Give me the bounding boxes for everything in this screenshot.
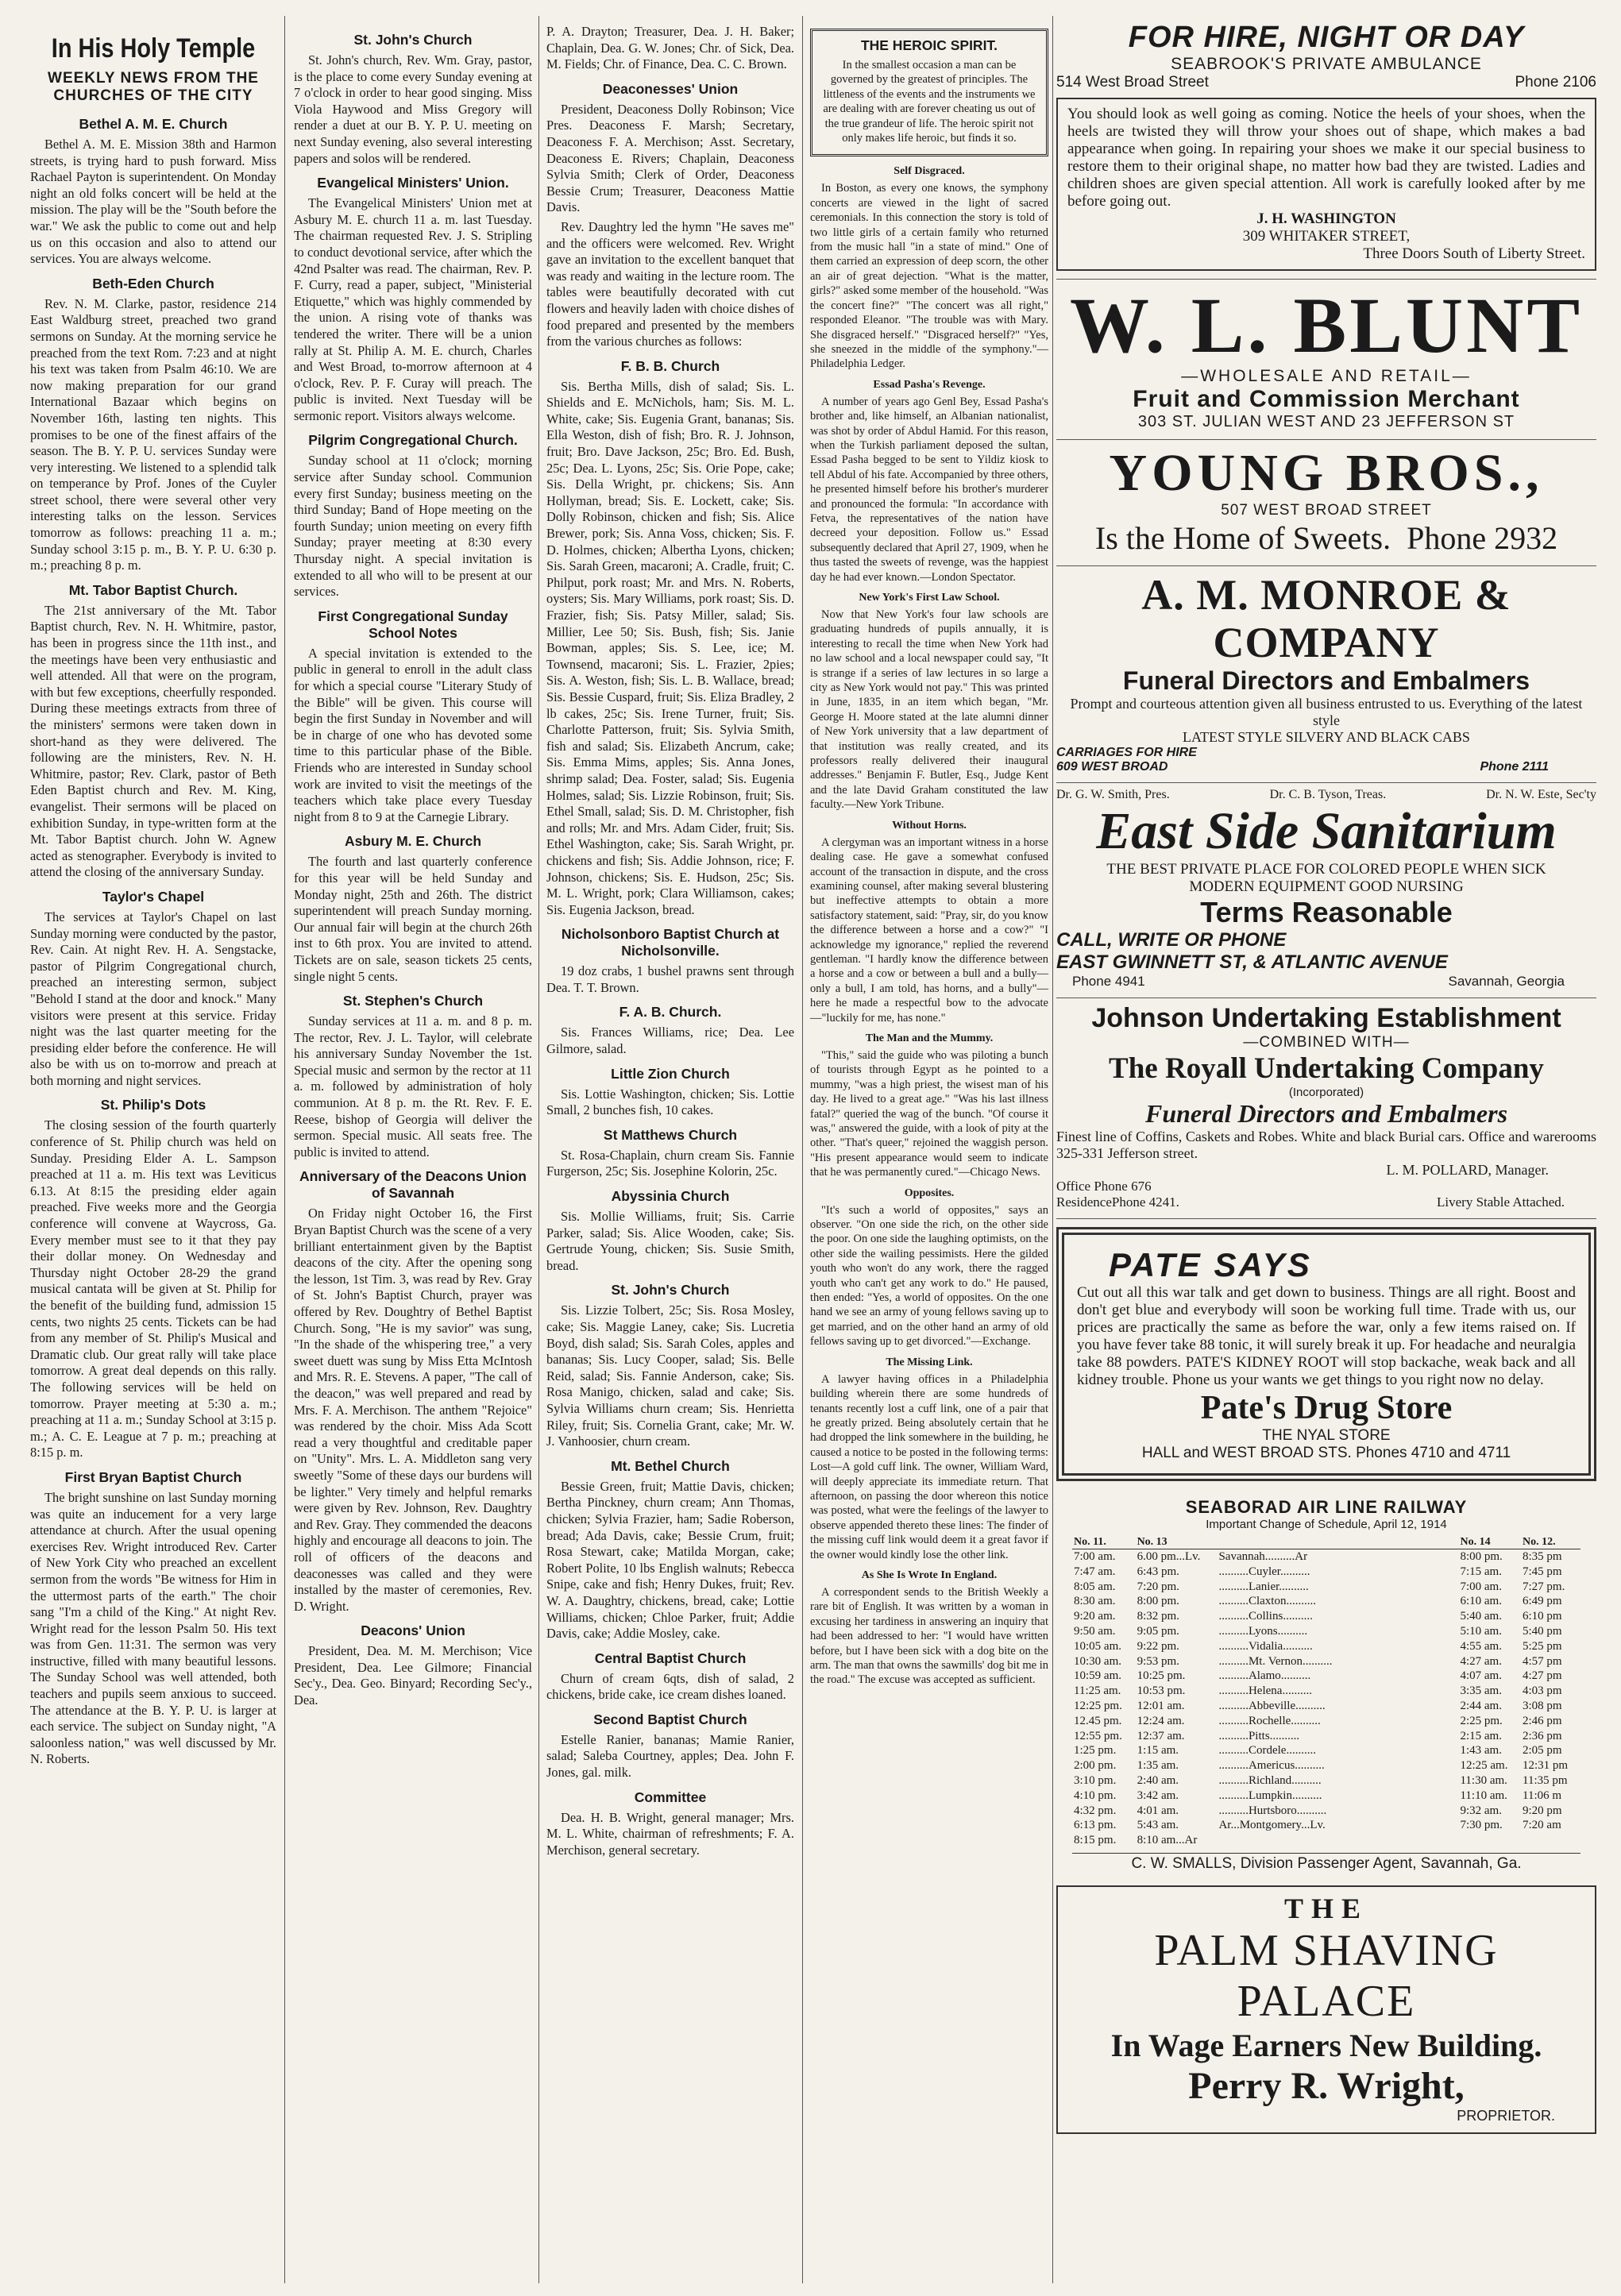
schedule-cell: 11:35 pm: [1523, 1773, 1568, 1787]
schedule-cell: 6:10 am.: [1460, 1595, 1502, 1608]
ad-line: THE BEST PRIVATE PLACE FOR COLORED PEOPLE WHEN SICK: [1106, 861, 1546, 878]
ad-name: PALM SHAVING PALACE: [1154, 1925, 1499, 2026]
article-body: Sis. Lizzie Tolbert, 25c; Sis. Rosa Mosley, cake; Sis. Maggie Laney, cake; Sis. Lucretia Boyd, dish salad; Sis. Sarah Coles, apples and bananas; Sis. Lucy Cooper, salad; Sis. Belle Reid, salad; Sis. Fannie Anderson, cake; Sis. Rosa Manigo, chicken, salad and cake; Sis. Sylvia Williams churn cream; Sis. Henrietta Riley, fruit; Sis. Cornelia Grant, cake; Mr. W. J. Vanhoosier, churn cream.: [546, 1302, 794, 1449]
article-body: In Boston, as every one knows, the symphony concerts are viewed in the light of sacred ceremonials. In this connection the story is told of two little girls of a certain family who returned from the music hall "in a state of mind." One of them carried an expression of deep scorn, the other an air of great dejection. "What is the matter, girls?" asked some member of the household. "Was the concert fine?" "The concert was all right," responded Eleanor. "The trouble was with Mary. She disgraced herself." "Disgraced herself?" "Yes, she sneezed in the middle of the symphony."—Philadelphia Ledger.: [810, 182, 1048, 371]
schedule-cell: 11:30 am.: [1460, 1773, 1507, 1787]
article-heading: F. A. B. Church.: [619, 1004, 722, 1021]
schedule-cell: 12:25 pm.: [1074, 1699, 1122, 1712]
article-body: Sunday school at 11 o'clock; morning service after Sunday school. Communion every first Sunday; business meeting on the third Sunday; Band of Hope meeting on the fourth Sunday; union meeting on every fifth Sunday; prayer meeting at 8:30 every Thursday night. A special invitation is extended to all who will to be present at our services.: [294, 453, 532, 600]
article-heading: St. Philip's Dots: [100, 1097, 206, 1113]
article-body: Rev. N. M. Clarke, pastor, residence 214 East Waldburg street, preached two grand sermons on Sunday. At the morning service he preached from the text Rom. 7:23 and at night his text was taken from Psalm 46:10. We are now making preparation for our grand International Bazaar which begins on November 16th, lasting ten nights. This promises to be one of the finest affairs of the season. The B. Y. P. U. services Sunday were very interesting. We listened to a splendid talk on temperance by Prof. Jones of the Cuyler street school, there were several other very interesting talks on the lesson. Services tomorrow as follows: preaching 11 a. m.; Sunday school 3:15 p. m., B. Y. P. U. 6:30 p. m.; preaching 8 p. m.: [30, 295, 276, 573]
ad-line: CARRIAGES FOR HIRE: [1056, 746, 1197, 759]
article-heading: As She Is Wrote In England.: [861, 1569, 998, 1581]
schedule-row: [1072, 1549, 1580, 1565]
sanitarium-ad: [1056, 783, 1596, 998]
article-body: A correspondent sends to the British Weekly a rare bit of English. It was written by a woman in excusing her tardiness in answering an inquiry that had been addressed to her: "I would have written before, but I have been sick with a dog bite on the arm. The man that owns the sawmills' dog bit me in the road." The excuse was accepted as sufficient.: [810, 1585, 1048, 1687]
schedule-row: [1072, 1743, 1580, 1758]
shoe-repair-ad: [1056, 98, 1596, 271]
column-rule: [802, 16, 803, 2283]
subhead: WEEKLY NEWS FROM THE CHURCHES OF THE CITY: [48, 70, 259, 104]
schedule-cell: 1:15 am.: [1137, 1744, 1179, 1758]
article-body: Bethel A. M. E. Mission 38th and Harmon streets, is trying hard to push forward. Miss Rachael Payton is superintendent. On Monday night an old folks concert will be held at the mission. The play will be the "South before the war." We ask the public to come out and help us on this occasion and also to attend our services. You are always welcome.: [30, 137, 276, 267]
lead-paragraph: P. A. Drayton; Treasurer, Dea. J. H. Baker; Chaplain, Dea. G. W. Jones; Chr. of Sick, Dea. M. Fields; Chr. of Finance, Dea. C. C. Brown.: [546, 24, 794, 72]
schedule-cell: 6:43 pm.: [1137, 1565, 1179, 1578]
schedule-cell: ..........Mt. Vernon..........: [1218, 1654, 1333, 1668]
article-body: The 21st anniversary of the Mt. Tabor Baptist church, Rev. N. H. Whitmire, pastor, has been in progress since the 11th inst., and the meetings have been very enthusiastic and well attended. All that were on the program, with but few exceptions, cheerfully responded. During these meetings extracts from three of the ministers' sermons were taken down in short-hand as they were delivered. The following are the ministers, Rev. N. H. Whitmire, pastor; Rev. Clark, pastor of Beth Eden Baptist church and Rev. M. King, evangelist. Their sermons will be placed on exhibition Sunday, in type-written form at the Mt. Tabor Baptist church. John W. Agnew acted as stenographer. Everybody is invited to attend the closing of the anniversary Sunday.: [30, 602, 276, 880]
schedule-cell: 7:00 am.: [1460, 1580, 1502, 1593]
ad-name: Johnson Undertaking Establishment: [1091, 1003, 1561, 1033]
schedule-cell: ..........Abbeville..........: [1218, 1699, 1326, 1712]
schedule-cell: ..........Lyons..........: [1218, 1624, 1308, 1638]
schedule-cell: ..........Vidalia..........: [1218, 1639, 1313, 1653]
article-heading: St. John's Church: [611, 1282, 730, 1298]
schedule-cell: 2:05 pm: [1523, 1744, 1562, 1758]
palm-shaving-ad: [1056, 1885, 1596, 2134]
schedule-row: [1072, 1684, 1580, 1699]
schedule-cell: 7:47 am.: [1074, 1565, 1116, 1578]
pate-drug-ad: [1056, 1227, 1596, 1481]
schedule-cell: 5:40 pm: [1523, 1624, 1562, 1638]
article-heading: St. John's Church: [353, 32, 473, 48]
ad-address: 303 ST. JULIAN WEST AND 23 JEFFERSON ST: [1137, 413, 1515, 430]
schedule-cell: 2:46 pm: [1523, 1714, 1562, 1727]
schedule-row: [1072, 1833, 1580, 1848]
article-heading: First Bryan Baptist Church: [64, 1468, 242, 1485]
article-heading: Abyssinia Church: [611, 1188, 730, 1205]
ad-line: The Royall Undertaking Company: [1109, 1052, 1544, 1085]
railway-schedule-ad: [1056, 1489, 1596, 1881]
schedule-cell: ..........Hurtsboro..........: [1218, 1804, 1327, 1817]
article-body: A special invitation is extended to the public in general to enroll in the adult class for which a special course "Literary Study of the Bible" will be given. This course will begin the first Sunday in November and will be in charge of one who has devoted some time to this particular phase of the Bible. Friends who are interested in Sunday school work are invited to visit the meetings of the teachers which take place every Tuesday night from 8 to 9 at the Carnegie Library.: [294, 645, 532, 824]
ad-line: Livery Stable Attached.: [1437, 1194, 1565, 1210]
schedule-cell: 6:10 pm: [1523, 1610, 1562, 1623]
article-body: The closing session of the fourth quarterly conference of St. Philip church was held on Sunday. Presiding Elder A. L. Sampson preached at 11 a. m. His text was Leviticus 6.13. At 8:15 the presiding elder again preached. Five weeks more and the Georgia conference will convene at Waycross, Ga. Every member must see to it that they pay their dollar money. On Wednesday and Thursday night October 28-29 the grand musical cantata will be given at St. Philip for the benefit of the building fund, admission 15 cents, two nights 25 cents. Tickets can be had from any member of St. Philip's Musical and Dramatic club. Our great rally will take place tomorrow. A great deal depends on this rally. The following services will be held on tomorrow. Prayer meeting at 5:30 a. m.; preaching at 11 a. m.; Sunday School at 3:15 p. m.; A. C. E. League at 7 p. m.; preaching at 8:15 p. m.: [30, 1117, 276, 1461]
ad-name: East Side Sanitarium: [1096, 802, 1557, 860]
heroic-spirit-box: [810, 29, 1048, 156]
column-4: [810, 24, 1048, 1690]
article-body: St. Rosa-Chaplain, churn cream Sis. Fannie Furgerson, 25c; Sis. Josephine Kolorin, 25c.: [546, 1147, 794, 1179]
ad-line: —WHOLESALE AND RETAIL—: [1181, 367, 1472, 385]
schedule-cell: 4:27 pm: [1523, 1669, 1562, 1683]
heroic-text: In the smallest occasion a man can be governed by the greatest of principles. The littleness of the events and the instruments we are dealing with are forever cheating us out of the true grandeur of life. The heroic spirit not only makes life heroic, but finds it so.: [823, 59, 1036, 145]
article-heading: Deaconesses' Union: [602, 80, 739, 97]
schedule-cell: 4:01 am.: [1137, 1804, 1179, 1817]
ad-line: Funeral Directors and Embalmers: [1122, 666, 1530, 695]
column-rule: [284, 16, 285, 2283]
schedule-cell: 9:05 pm.: [1137, 1624, 1179, 1638]
schedule-cell: 5:40 am.: [1460, 1610, 1502, 1623]
column-rule: [538, 16, 539, 2283]
schedule-cell: 6.00 pm...Lv.: [1137, 1550, 1201, 1563]
ad-line: MODERN EQUIPMENT GOOD NURSING: [1189, 878, 1464, 895]
article-body: The bright sunshine on last Sunday morning was quite an inducement for a very large attendance at church. After the usual opening exercises Rev. Wright introduced Rev. Carter of New York City who preached an excellent sermon from the words "Be witness for Him in the uttermost parts of the earth." The choir sang "I'm a child of the King." At night Rev. Wright read for the lesson Psalm 50. His text was from Gen. 11:31. The sermon was very instructive, filled with many beautiful lessons. The Sunday School was well attended, both teachers and pupils seem anxious to succeed. The attendance at the B. Y. P. U. is larger at each service. The subject on Sunday night, "A saloonless nation," was well discussed by Mr. N. Roberts.: [30, 1489, 276, 1767]
schedule-cell: 9:20 pm: [1523, 1804, 1562, 1817]
schedule-cell: 12:37 am.: [1137, 1729, 1185, 1742]
schedule-cell: 4:57 pm: [1523, 1654, 1562, 1668]
ad-title: PATE SAYS: [1109, 1246, 1312, 1283]
ad-agent: C. W. SMALLS, Division Passenger Agent, Savannah, Ga.: [1072, 1853, 1580, 1873]
schedule-cell: 2:00 pm.: [1074, 1759, 1117, 1773]
ad-tagline: Is the Home of Sweets.: [1094, 520, 1391, 556]
schedule-cell: 2:40 am.: [1137, 1773, 1179, 1787]
schedule-cell: ..........Helena..........: [1218, 1684, 1312, 1698]
article-heading: New York's First Law School.: [859, 592, 1000, 604]
schedule-cell: 6:49 pm: [1523, 1595, 1562, 1608]
schedule-row: [1072, 1639, 1580, 1654]
article-heading: Pilgrim Congregational Church.: [308, 432, 518, 449]
schedule-cell: 8:10 am...Ar: [1137, 1834, 1198, 1847]
ad-subtitle: Important Change of Schedule, April 12, 1914: [1206, 1518, 1447, 1531]
schedule-header: No. 11.: [1072, 1536, 1136, 1549]
article-body: Sis. Lottie Washington, chicken; Sis. Lottie Small, 2 bunches fish, 10 cakes.: [546, 1086, 794, 1118]
column-2-articles: [294, 32, 532, 1709]
article-heading: Self Disgraced.: [893, 165, 965, 178]
schedule-cell: ..........Lanier..........: [1218, 1580, 1309, 1593]
schedule-row: [1072, 1758, 1580, 1773]
ad-phone: Phone 2111: [1480, 760, 1549, 774]
ad-text: You should look as well going as coming. Notice the heels of your shoes, when the heels are twisted they will throw your shoes out of shape, which makes a bad appearance when going. In repairing your shoes we make it our special business to restore them to their original shape, no matter how bad they are twisted. Ladies and children shoes are given special attention. All work is carefully looked after by me before going out.: [1067, 106, 1585, 210]
schedule-cell: 3:35 am.: [1460, 1684, 1502, 1698]
schedule-cell: 8:30 am.: [1074, 1595, 1116, 1608]
schedule-cell: 7:27 pm.: [1523, 1580, 1565, 1593]
article-heading: Evangelical Ministers' Union.: [317, 175, 509, 191]
schedule-cell: ..........Claxton..........: [1218, 1595, 1316, 1608]
schedule-header: No. 14: [1458, 1536, 1521, 1549]
schedule-cell: ..........Collins..........: [1218, 1610, 1313, 1623]
schedule-cell: 2:15 am.: [1460, 1729, 1502, 1742]
ad-location: Three Doors South of Liberty Street.: [1363, 245, 1585, 262]
blunt-ad: [1056, 280, 1596, 440]
schedule-cell: ..........Richland..........: [1218, 1773, 1322, 1787]
article-body: On Friday night October 16, the First Bryan Baptist Church was the scene of a very brilliant entertainment given by the Baptist deacons of the city. After the opening song the lesson, 1st Tim. 3, was read by Rev. Gray of St. John's Baptist Church, prayer was offered by Rev. Doughtry of Bethel Baptist Church. Song, "He is my savior" was sung, "In the shade of the whispering tree," a very sweet duett was sung by Miss Etta McIntosh and Mrs. R. E. Stevens. A paper, "The call of the deacon," was well prepared and read by Mrs. F. A. Merchison. The anthem "Rejoice" was rendered by the choir. Miss Ada Scott read a very thoughtful and creditable paper on "Unity". Mrs. L. A. Middleton sang very sweetly "Some of these days our burdens will be lighter." Very timely and helpful remarks were given by Rev. Johnson, Rev. Daughtry and Rev. Gray. They commended the deacons highly and encourage all deacons to join. The roll of officers of the deacons and deaconesses was called and they were installed by the master of ceremonies, Rev. D. Wright.: [294, 1206, 532, 1614]
schedule-cell: 3:42 am.: [1137, 1789, 1179, 1802]
ad-president: Dr. G. W. Smith, Pres.: [1056, 788, 1170, 801]
article-body: A number of years ago Genl Bey, Essad Pasha's brother and, like himself, an Albanian nationalist, was shot by order of Abdul Hamid. For this reason, when the Turkish parliament deposed the sultan, Essad Pasha begged to be sent to Yildiz kiosk to tell Abdul of his fate. Accompanied by three others, he presented himself before his brother's murderer and pronounced the formula: "In accordance with Fetva, the representatives of the nation have decreed your deposition. Follow us." Essad subsequently declared that April 27, 1909, when he thus tasted the sweets of revenge, was the happiest day he had ever known.—London Spectator.: [810, 395, 1048, 584]
article-body: Sis. Mollie Williams, fruit; Sis. Carrie Parker, salad; Sis. Alice Wooden, cake; Sis. Gertrude Young, chicken; Sis. Susie Smith, bread.: [546, 1209, 794, 1273]
article-body: Estelle Ranier, bananas; Mamie Ranier, salad; Saleba Courtney, apples; Dea. John F. Jones, gal. milk.: [546, 1731, 794, 1781]
schedule-cell: 3:08 pm: [1523, 1699, 1562, 1712]
schedule-cell: ..........Alamo..........: [1218, 1669, 1311, 1683]
column-rule: [1052, 16, 1053, 2283]
schedule-row: [1072, 1699, 1580, 1714]
schedule-cell: 1:25 pm.: [1074, 1744, 1117, 1758]
article-body: A clergyman was an important witness in a horse dealing case. He gave a somewhat confused account of the transaction in dispute, and the cross examining counsel, after making several blustering but ineffective attempts to obtain a more satisfactory statement, said: "Pray, sir, do you know the difference between a horse and a cow?" "I acknowledge my ignorance," replied the reverend gentleman. "I hardly know the difference between a horse and a cow or between a bull and a bully—only a bull, I am told, has horns, and a bully"—here he made a respectful bow to the advocate—"luckily for me, has none.": [810, 835, 1048, 1025]
ad-manager: L. M. POLLARD, Manager.: [1386, 1162, 1549, 1178]
schedule-cell: 12:24 am.: [1137, 1714, 1185, 1727]
article-body: Bessie Green, fruit; Mattie Davis, chicken; Bertha Pinckney, churn cream; Ann Thomas, chicken; Sylvia Frazier, ham; Sadie Roberson, bread; Ada Davis, cake; Bessie Crum, fruit; Rosa Stewart, cake; Matilda Morgan, cake; Robert Polite, 10 lbs English walnuts; Rebecca Snipe, cake and fish; Henry Dukes, fruit; Rev. W. A. Daughtry, chickens, bread, cake; Lottie Williams, chicken; Chloe Parker, fruit; Addie Davis, cake; Addie Mosley, cake.: [546, 1478, 794, 1642]
article-heading: Deacons' Union: [361, 1623, 465, 1639]
ad-secretary: Dr. N. W. Este, Sec'ty: [1486, 788, 1596, 801]
article-body: President, Deaconess Dolly Robinson; Vice Pres. Deaconess F. Marsh; Secretary, Deaconess F. A. Merchison; Asst. Secretary, Deaconess E. Rivers; Chaplain, Deaconess Sylvia Smith; Clerk of Order, Deaconess Bessie Crum; Treasurer, Deaconess Mattie Davis.: [546, 101, 794, 215]
article-body: Sunday services at 11 a. m. and 8 p. m. The rector, Rev. J. L. Taylor, will celebrate his anniversary Sunday November the 1st. Special music and sermon by the rector at 11 a. m. followed by administration of holy communion. At 8 p. m. the Rt. Rev. F. E. Reese, bishop of Georgia will deliver the sermon. Special music. All seats free. The public is invited to attend.: [294, 1013, 532, 1160]
article-heading: Mt. Bethel Church: [611, 1457, 730, 1474]
article-body: 19 doz crabs, 1 bushel prawns sent through Dea. T. T. Brown.: [546, 963, 794, 995]
schedule-cell: 7:30 pm.: [1460, 1819, 1503, 1832]
article-body: The services at Taylor's Chapel on last Sunday morning were conducted by the pastor, Rev. Cain. At night Rev. H. A. Sengstacke, pastor of Pilgrim Congregational church, preached an interesting sermon, subject "Behold I stand at the door and knock." Many visitors were present at this service. Friday night was the last quarter meeting for the presiding elder before the conference. He will also be with us on to-morrow and preach at both morning and night services.: [30, 909, 276, 1088]
schedule-cell: 11:06 m: [1523, 1789, 1562, 1802]
schedule-cell: 5:25 pm: [1523, 1639, 1562, 1653]
article-heading: Nicholsonboro Baptist Church at Nicholsonville.: [561, 926, 780, 959]
schedule-header: No. 13: [1136, 1536, 1218, 1549]
article-body: Rev. Daughtry led the hymn "He saves me" and the officers were welcomed. Rev. Wright gave an invitation to the excellent banquet that was ready and waiting in the lecture room. The tables were beautifully decorated with cut flowers and heavily laden with choice dishes of food prepared and presented by the members from the various churches as follows:: [546, 218, 794, 349]
schedule-row: [1072, 1789, 1580, 1804]
schedule-row: [1072, 1580, 1580, 1595]
schedule-cell: 10:53 pm.: [1137, 1684, 1186, 1698]
schedule-cell: 10:05 am.: [1074, 1639, 1121, 1653]
article-heading: Bethel A. M. E. Church: [79, 116, 228, 132]
article-body: A lawyer having offices in a Philadelphia building wherein there are some hundreds of tenants recently lost a cuff link, one of a pair that he greatly prized. Being absolutely certain that he had dropped the link somewhere in the building, he caused a notice to be posted in the following terms: Lost—A gold cuff link. The owner, William Ward, will deeply appreciate its immediate return. That afternoon, on passing the door whereon this notice was posted, what were the feelings of the lawyer to observe appended thereto these lines: The finder of the missing cuff link would deem it a great favor if the owner would kindly lose the other link.: [810, 1372, 1048, 1561]
schedule-cell: Savannah..........Ar: [1218, 1550, 1308, 1563]
ad-address: 309 WHITAKER STREET,: [1242, 228, 1411, 245]
schedule-cell: 11:25 am.: [1074, 1684, 1121, 1698]
schedule-cell: ..........Cordele..........: [1218, 1744, 1316, 1758]
article-heading: Mt. Tabor Baptist Church.: [68, 581, 238, 598]
ad-phone: Phone 2932: [1407, 520, 1558, 556]
ad-owner: Perry R. Wright,: [1188, 2064, 1465, 2107]
article-body: The Evangelical Ministers' Union met at Asbury M. E. church 11 a. m. last Tuesday. The chairman requested Rev. J. S. Stripling to conduct devotional service, after which the 42nd Psalter was read. The chairman, Rev. P. F. Curry, read a paper, subject, "Ministerial Etiquette," which was highly commended by the union. A rising vote of thanks was tendered the writer. There will be a union rally at St. Philip A. M. E. church, Charles and West Broad, to-morrow afternoon at 4 o'clock, Rev. P. F. Curay will preach. The public is invited. Next Tuesday will be sermonic report. Visitors always welcome.: [294, 195, 532, 423]
schedule-row: [1072, 1624, 1580, 1639]
schedule-cell: ..........Lumpkin..........: [1218, 1789, 1322, 1802]
ad-city: Savannah, Georgia: [1448, 974, 1565, 989]
article-heading: St Matthews Church: [603, 1126, 738, 1143]
schedule-cell: 11:10 am.: [1460, 1789, 1507, 1802]
schedule-table: [1072, 1536, 1580, 1848]
schedule-cell: 7:20 am: [1523, 1819, 1561, 1832]
ad-line: THE: [1283, 1892, 1369, 1924]
schedule-header: No. 12.: [1521, 1536, 1580, 1549]
article-heading: Asbury M. E. Church: [344, 833, 482, 850]
schedule-cell: 12:01 am.: [1137, 1699, 1185, 1712]
schedule-row: [1072, 1818, 1580, 1833]
ad-name: Pate's Drug Store: [1200, 1390, 1453, 1426]
schedule-header: [1217, 1536, 1458, 1549]
ambulance-ad: [1056, 16, 1596, 280]
schedule-cell: 2:44 am.: [1460, 1699, 1502, 1712]
schedule-cell: 2:25 pm.: [1460, 1714, 1503, 1727]
schedule-cell: 9:50 am.: [1074, 1624, 1116, 1638]
ad-phone: Phone 2106: [1515, 74, 1596, 91]
schedule-cell: [1521, 1833, 1580, 1848]
schedule-row: [1072, 1654, 1580, 1669]
schedule-cell: 9:22 pm.: [1137, 1639, 1179, 1653]
young-bros-ad: [1056, 440, 1596, 566]
ad-title: FOR HIRE, NIGHT OR DAY: [1128, 21, 1525, 54]
ad-phone: Office Phone 676: [1056, 1179, 1152, 1194]
schedule-cell: 10:59 am.: [1074, 1669, 1121, 1683]
ad-line: THE NYAL STORE: [1262, 1427, 1391, 1444]
schedule-cell: 7:45 pm: [1523, 1565, 1562, 1578]
ad-line: Terms Reasonable: [1200, 896, 1453, 928]
column-3: [546, 24, 794, 1862]
schedule-cell: Ar...Montgomery...Lv.: [1218, 1819, 1326, 1832]
schedule-cell: 8:35 pm: [1523, 1550, 1562, 1563]
article-heading: The Missing Link.: [886, 1356, 973, 1368]
ad-name: A. M. MONROE & COMPANY: [1141, 571, 1511, 666]
article-heading: The Man and the Mummy.: [865, 1032, 994, 1044]
ad-line: Fruit and Commission Merchant: [1133, 386, 1520, 412]
schedule-cell: 9:53 pm.: [1137, 1654, 1179, 1668]
article-heading: First Congregational Sunday School Notes: [318, 608, 508, 641]
ad-line: Prompt and courteous attention given all business entrusted to us. Everything of the latest style: [1070, 696, 1583, 728]
column-1-articles: [30, 116, 276, 1768]
ad-line: In Wage Earners New Building.: [1110, 2027, 1542, 2063]
ad-line: —COMBINED WITH—: [1243, 1034, 1410, 1051]
schedule-cell: 1:43 am.: [1460, 1744, 1502, 1758]
ad-address: 514 West Broad Street: [1056, 74, 1209, 91]
schedule-cell: 5:10 am.: [1460, 1624, 1502, 1638]
schedule-cell: [1217, 1833, 1458, 1848]
schedule-cell: 7:00 am.: [1074, 1550, 1116, 1563]
column-3-articles: [546, 81, 794, 1859]
johnson-undertaking-ad: [1056, 998, 1596, 1219]
schedule-cell: ..........Rochelle..........: [1218, 1714, 1321, 1727]
schedule-cell: 8:00 pm.: [1460, 1550, 1503, 1563]
monroe-ad: [1056, 566, 1596, 783]
schedule-cell: 10:30 am.: [1074, 1654, 1121, 1668]
column-1: [30, 24, 276, 1771]
ad-name: YOUNG BROS.,: [1109, 444, 1544, 502]
article-heading: St. Stephen's Church: [342, 993, 484, 1009]
article-heading: Committee: [634, 1789, 707, 1805]
article-body: "It's such a world of opposites," says an observer. "On one side the rich, on the other side the poor. On one side the laughing optimists, on the other side the wailing pessimists. Here the gilded youth who won't do any work, there the ragged youth who can't get any work to do." He paused, then ended: "Yes, a world of opposites. On the one hand we see an army of young fellows saving up to get married, and on the other hand an army of old fellows saving up to get divorced."—Exchange.: [810, 1203, 1048, 1349]
column-4-articles: [810, 164, 1048, 1687]
ad-text: Cut out all this war talk and get down to business. Things are all right. Boost and don't get blue and everybody will soon be working full time. Trade with us, our prices are practically the same as before the war, only a few items raised on. If you have fever take 88 tonic, it will surely break it up. For headache and neuralgia take 88 powders. PATE'S KIDNEY ROOT will stop backache, weak back and all kidney trouble. Phone us your wants we get things to you right now no delay.: [1077, 1284, 1576, 1388]
article-body: Sis. Bertha Mills, dish of salad; Sis. L. Shields and E. McNichols, ham; Sis. M. L. White, cake; Sis. Eugenia Grant, bananas; Sis. Ella Weston, dish of fish; Bro. R. J. Johnson, fruit; Bro. Dave Jackson, 25c; Bro. Ed. Bush, 25c; Dea. L. Lyons, 25c; Sis. Orie Pope, cake; Sis. Della Wright, pr. chickens; Sis. Ann Hollyman, bread; Sis. E. Lockett, cake; Sis. Dolly Robinson, chicken and fish; Sis. Alice Brewer, pork; Sis. Anna Voss, chicken; Sis. F. D. Holmes, chicken; Albertha Lyons, chicken; Sis. Sarah Green, macaroni; A. Cradle, fruit; C. Philput, pork roast; Mr. and Mrs. N. Roberts, oysters; Sis. Mary Williams, pork roast; Sis. D. Frazier, fish; Sis. Patsy Miller, salad; Sis. Millier, Lee 50; Sis. Bush, fish; Sis. Janie Bowman, apples; Sis. S. Lee, ice; M. Townsend, macaroni; Sis. L. Frazier, 2pies; Sis. A. Weston, fish; Sis. L. B. Wallace, bread; Sis. Bessie Cuspard, fruit; Sis. Eliza Bradley, 2 lb cakes, 25c; Sis. Irene Turner, fruit; Sis. Charlotte Patterson, fruit; Sis. Sylvia Smith, fish and salad; Sis. Elizabeth Ancrum, cake; Sis. Emma Mims, apples; Sis. Anna Jones, shrimp salad; Dea. Foster, salad; Sis. Eugenia Holmes, salad; Sis. Lizzie Robinson, fruit; Sis. Ethel Small, salad; Sis. D. M. Christopher, fish and rolls; Mr. and Mrs. Adam Cider, fruit; Sis. Ethel Washington, cake; Sis. Sarah Wright, pr. chickens and fish; Sis. Addie Johnson, rice; F. Johnson, chickens; Sis. E. Hudson, 25c; Sis. M. L. Wright, pork; Clara Williamson, cakes; Sis. Eugenia Jackson, bread.: [546, 378, 794, 917]
schedule-cell: 8:15 pm.: [1074, 1834, 1117, 1847]
ad-phone: ResidencePhone 4241.: [1056, 1194, 1179, 1210]
ad-treasurer: Dr. C. B. Tyson, Treas.: [1269, 788, 1387, 801]
ad-line: LATEST STYLE SILVERY AND BLACK CABS: [1183, 729, 1470, 745]
article-heading: Anniversary of the Deacons Union of Savannah: [299, 1168, 527, 1202]
article-body: St. John's church, Rev. Wm. Gray, pastor, is the place to come every Sunday evening at 7 o'clock in order to hear good singing. Miss Viola Haywood and Miss Gregory will render a duet at our B. Y. P. U. meeting on next Sunday evening, also several interesting papers and solos will be rendered.: [294, 52, 532, 166]
ad-line: Funeral Directors and Embalmers: [1144, 1099, 1508, 1128]
schedule-cell: 7:20 pm.: [1137, 1580, 1179, 1593]
schedule-cell: 8:00 pm.: [1137, 1595, 1179, 1608]
schedule-cell: 1:35 am.: [1137, 1759, 1179, 1773]
ad-name: W. L. BLUNT: [1069, 281, 1584, 369]
schedule-cell: 6:13 pm.: [1074, 1819, 1117, 1832]
article-heading: Beth-Eden Church: [92, 275, 214, 291]
schedule-cell: ..........Americus..........: [1218, 1759, 1325, 1773]
ad-address: EAST GWINNETT ST, & ATLANTIC AVENUE: [1056, 951, 1448, 973]
schedule-row: [1072, 1729, 1580, 1744]
article-body: Dea. H. B. Wright, general manager; Mrs. M. L. White, chairman of refreshments; F. A. Merchison, general secretary.: [546, 1809, 794, 1858]
article-heading: F. B. B. Church: [620, 357, 720, 374]
ads-column: [1056, 16, 1596, 2134]
ad-name: J. H. WASHINGTON: [1256, 210, 1396, 227]
schedule-row: [1072, 1594, 1580, 1609]
ad-title: SEABORAD AIR LINE RAILWAY: [1185, 1497, 1468, 1517]
article-heading: Essad Pasha's Revenge.: [873, 378, 986, 391]
schedule-cell: 4:55 am.: [1460, 1639, 1502, 1653]
schedule-row: [1072, 1609, 1580, 1624]
schedule-cell: 5:43 am.: [1137, 1819, 1179, 1832]
schedule-cell: [1458, 1833, 1521, 1848]
article-body: Sis. Frances Williams, rice; Dea. Lee Gilmore, salad.: [546, 1025, 794, 1057]
column-2: [294, 24, 532, 1712]
schedule-cell: ..........Cuyler..........: [1218, 1565, 1310, 1578]
ad-phone: Phone 4941: [1072, 974, 1145, 989]
ad-address: HALL and WEST BROAD STS. Phones 4710 and 4711: [1141, 1445, 1511, 1461]
schedule-cell: 12.45 pm.: [1074, 1714, 1122, 1727]
schedule-cell: 8:05 am.: [1074, 1580, 1116, 1593]
schedule-row: [1072, 1773, 1580, 1789]
schedule-cell: 2:36 pm: [1523, 1729, 1562, 1742]
schedule-cell: 4:03 pm: [1523, 1684, 1562, 1698]
schedule-cell: 4:07 am.: [1460, 1669, 1502, 1683]
article-body: "This," said the guide who was piloting a bunch of tourists through Egypt as he pointed to a mummy, "was a high priest, the wisest man of his day. He lived to a great age." "Was his last illness fatal?" queried the wag of the bunch. "Of course it was," answered the guide, with a look of pity at the other. "That's queer," rejoined the waggish person. "His present appearance would seem to indicate that he was permanently cured."—Chicago News.: [810, 1048, 1048, 1179]
article-body: President, Dea. M. M. Merchison; Vice President, Dea. Lee Gilmore; Financial Sec'y., Dea. Geo. Binyard; Recording Sec'y., Dea.: [294, 1643, 532, 1708]
article-heading: Taylor's Chapel: [102, 888, 205, 905]
schedule-cell: 10:25 pm.: [1137, 1669, 1186, 1683]
article-heading: Without Horns.: [892, 819, 967, 832]
article-heading: Opposites.: [904, 1187, 955, 1199]
ad-address: 507 WEST BROAD STREET: [1221, 502, 1432, 519]
article-heading: Central Baptist Church: [594, 1650, 747, 1666]
article-body: Churn of cream 6qts, dish of salad, 2 chickens, bride cake, ice cream dishes loaned.: [546, 1670, 794, 1703]
article-heading: Little Zion Church: [611, 1065, 730, 1082]
schedule-cell: 9:32 am.: [1460, 1804, 1502, 1817]
schedule-cell: 4:10 pm.: [1074, 1789, 1117, 1802]
schedule-row: [1072, 1565, 1580, 1580]
ad-subtitle: SEABROOK'S PRIVATE AMBULANCE: [1171, 55, 1482, 73]
schedule-cell: 9:20 am.: [1074, 1610, 1116, 1623]
schedule-row: [1072, 1669, 1580, 1684]
article-heading: Second Baptist Church: [593, 1711, 747, 1727]
schedule-row: [1072, 1714, 1580, 1729]
schedule-cell: ..........Pitts..........: [1218, 1729, 1300, 1742]
masthead: In His Holy Temple: [51, 33, 256, 64]
ad-address: 609 WEST BROAD: [1056, 760, 1168, 774]
schedule-cell: 12:31 pm: [1523, 1759, 1569, 1773]
ad-text: Finest line of Coffins, Caskets and Robes. White and black Burial cars. Office and warerooms 325-331 Jefferson street.: [1056, 1129, 1596, 1161]
heroic-title: THE HEROIC SPIRIT.: [860, 37, 998, 53]
schedule-cell: 4:32 pm.: [1074, 1804, 1117, 1817]
schedule-cell: 4:27 am.: [1460, 1654, 1502, 1668]
ad-line: (Incorporated): [1288, 1086, 1364, 1099]
schedule-cell: 7:15 am.: [1460, 1565, 1502, 1578]
schedule-cell: 12:55 pm.: [1074, 1729, 1122, 1742]
ad-title: PROPRIETOR.: [1457, 2107, 1555, 2124]
schedule-cell: 3:10 pm.: [1074, 1773, 1117, 1787]
article-body: Now that New York's four law schools are graduating hundreds of pupils annually, it is interesting to recall the time when New York had no law school and a local newspaper could say, "It is strange if a series of law lectures in so large a city as New York would not pay." This was printed in June, 1835, in an item which began, "Mr. George H. Moore stated at the late alumni dinner of New York university that a law department of that institution was really created, and its professors really delivered their inaugural addresses." Benjamin F. Butler, Esq., Judge Kent and the late David Graham constituted the law faculty.—New York Tribune.: [810, 608, 1048, 812]
ad-line: CALL, WRITE OR PHONE: [1056, 929, 1287, 951]
article-body: The fourth and last quarterly conference for this year will be held Sunday and Monday night, 25th and 26th. The district superintendent will preach Sunday morning. Our annual fair will begin at the church 26th inst to 6th prox. You are invited to attend. Tickets are on sale, season tickets 25 cents, single night 5 cents.: [294, 854, 532, 984]
schedule-cell: 8:32 pm.: [1137, 1610, 1179, 1623]
schedule-cell: 12:25 am.: [1460, 1759, 1508, 1773]
schedule-row: [1072, 1804, 1580, 1819]
